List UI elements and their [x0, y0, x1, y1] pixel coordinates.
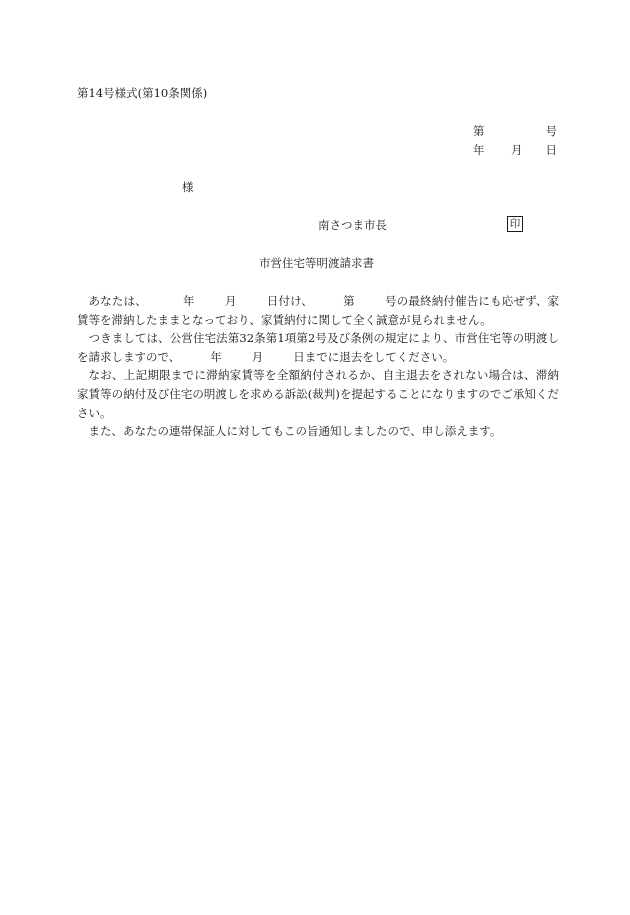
document-number-suffix: 号 — [545, 124, 557, 138]
body-paragraph-1 — [77, 292, 559, 329]
p1-number-prefix: 第 — [343, 294, 355, 308]
form-number: 第14号様式(第10条関係) — [77, 86, 208, 100]
p2-day-label: 日までに退去をしてください。 — [293, 349, 455, 364]
p1-text-f: 号の最終納付催告にも応ぜず、家賃等を滞納したままとなっており、家賃納付に関して全く誠意が見られません。 — [77, 294, 560, 327]
document-number-prefix: 第 — [473, 124, 485, 138]
p1-day-label: 日付け、 — [266, 294, 313, 308]
p2-text-a: つきましては、公営住宅法第32条第1項第2号及び条例の規定により、市営住宅等の明渡しを請求しますので、 — [77, 331, 559, 364]
p1-year-label: 年 — [182, 294, 195, 308]
date-year-label: 年 — [473, 143, 485, 157]
date-month-label: 月 — [511, 143, 523, 157]
body-paragraph-3: なお、上記期限までに滞納家賃等を全額納付されるか、自主退去をされない場合は、滞納家賃等の納付及び住宅の明渡しを求める訴訟(裁判)を提起することになりますのでご承知ください。 — [77, 368, 559, 420]
issuer-name: 南さつま市長 — [318, 218, 387, 232]
date-day-label: 日 — [545, 143, 557, 157]
p2-month-label: 月 — [251, 349, 264, 364]
addressee-honorific: 様 — [182, 180, 194, 194]
letter-body — [77, 292, 559, 441]
document-title: 市営住宅等明渡請求書 — [259, 256, 374, 270]
body-paragraph-4: また、あなたの連帯保証人に対してもこの旨通知しましたので、申し添えます。 — [88, 424, 502, 439]
seal-stamp-box: 印 — [507, 216, 523, 232]
body-paragraph-2 — [77, 329, 559, 366]
p1-text-a: あなたは、 — [88, 294, 147, 308]
p1-month-label: 月 — [224, 294, 237, 308]
p2-year-label: 年 — [210, 349, 222, 364]
